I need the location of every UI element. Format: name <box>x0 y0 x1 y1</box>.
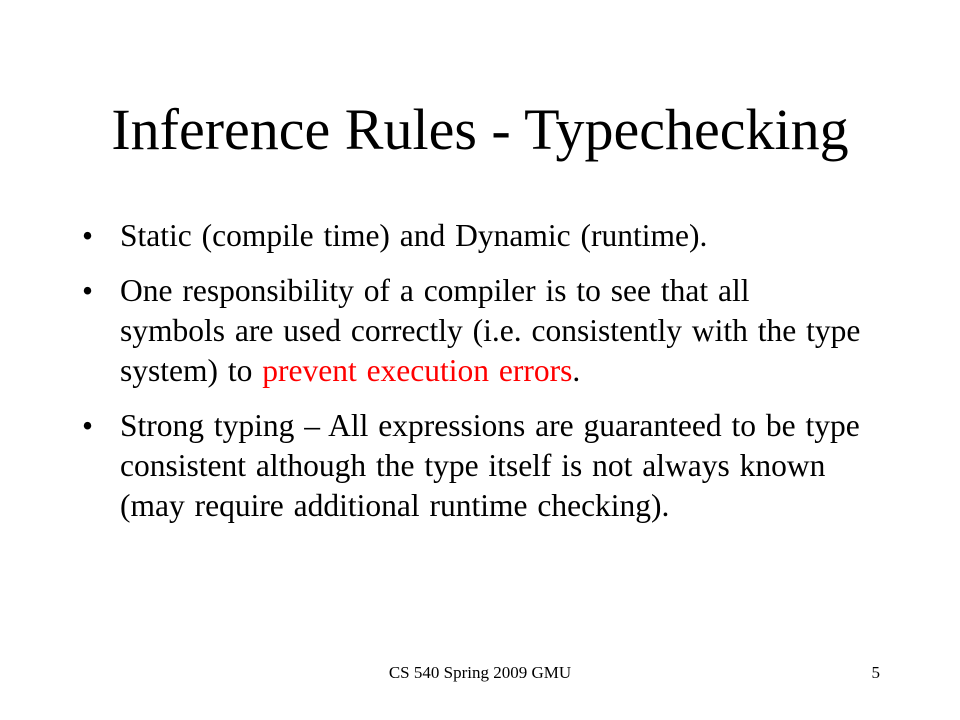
bullet-icon: • <box>82 273 94 308</box>
bullet-text-end: . <box>572 353 581 388</box>
page-number: 5 <box>871 663 880 682</box>
bullet-item-compiler-responsibility <box>82 271 862 391</box>
bullet-text: Static (compile time) and Dynamic (runtime). <box>120 218 708 253</box>
highlighted-text: prevent execution errors <box>262 353 573 388</box>
bullet-list <box>82 216 862 526</box>
bullet-item-static-dynamic <box>82 216 862 256</box>
bullet-item-strong-typing <box>82 406 862 526</box>
bullet-text: Strong typing – All expressions are guaranteed to be type consistent although the type itself is not always known (may require additional runtime checking). <box>120 408 860 523</box>
bullet-icon: • <box>82 408 94 443</box>
footer-text: CS 540 Spring 2009 GMU <box>388 663 572 682</box>
bullet-icon: • <box>82 218 94 253</box>
slide-title: Inference Rules - Typechecking <box>111 97 849 162</box>
bullet-text: One responsibility of a compiler is to see that all symbols are used correctly (i.e. consistently with the type system) to <box>120 273 861 388</box>
